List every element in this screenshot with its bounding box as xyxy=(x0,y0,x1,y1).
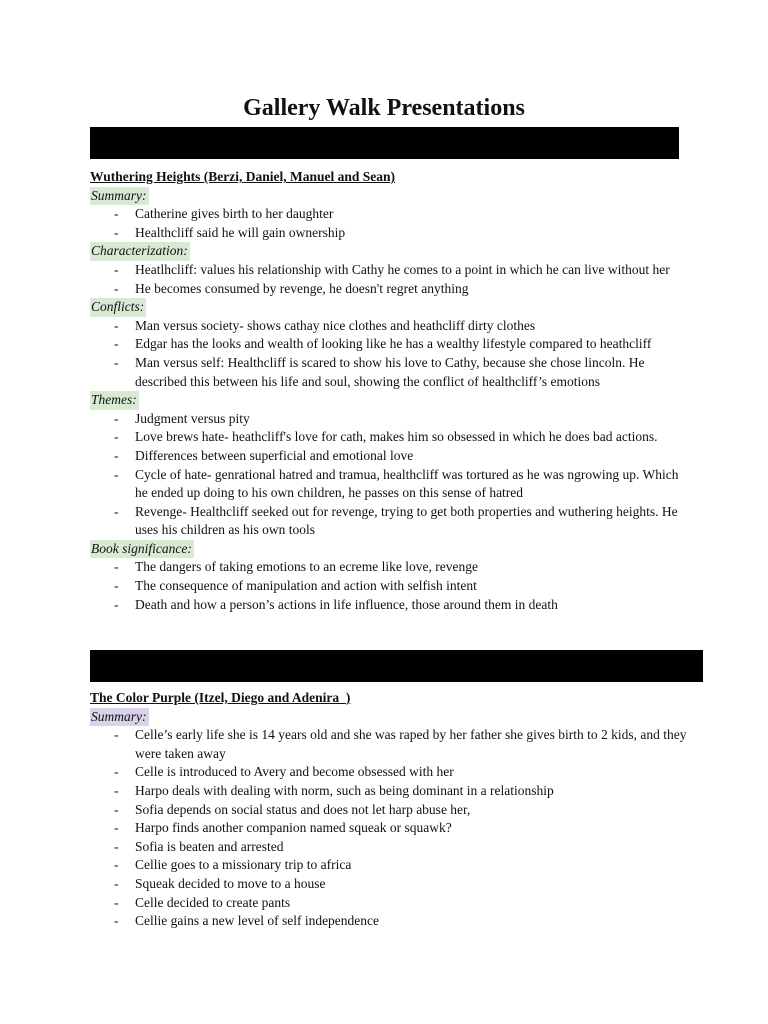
list-item: - Death and how a person’s actions in life influence, those around them in death xyxy=(90,596,690,615)
redaction-bar xyxy=(90,127,679,159)
list-item: - He becomes consumed by revenge, he doesn't regret anything xyxy=(90,280,690,299)
list-item: - Celle is introduced to Avery and become obsessed with her xyxy=(90,763,690,782)
list-item: - Squeak decided to move to a house xyxy=(90,875,690,894)
list-item: - Love brews hate- heathcliff's love for cath, makes him so obsessed in which he does bad actions. xyxy=(90,428,690,447)
list-item: - Celle decided to create pants xyxy=(90,894,690,913)
group-label-book-significance: Book significance: xyxy=(90,540,194,559)
section-color-purple xyxy=(90,689,690,931)
list-item: - Celle’s early life she is 14 years old and she was raped by her father she gives birth to 2 kids, and they were taken away xyxy=(90,726,690,763)
list-item: - Harpo finds another companion named squeak or squawk? xyxy=(90,819,690,838)
group-label-characterization: Characterization: xyxy=(90,242,190,261)
group-label-summary: Summary: xyxy=(90,708,149,727)
section-wuthering-heights xyxy=(90,168,690,614)
redaction-bar xyxy=(90,650,703,682)
list-item: - Cellie gains a new level of self independence xyxy=(90,912,690,931)
list-item: - Heatlhcliff: values his relationship with Cathy he comes to a point in which he can live without her xyxy=(90,261,690,280)
list-item: - Cellie goes to a missionary trip to africa xyxy=(90,856,690,875)
list-item: - Revenge- Healthcliff seeked out for revenge, trying to get both properties and wuthering heights. He uses his children as his own tools xyxy=(90,503,690,540)
list-item: - Cycle of hate- genrational hatred and tramua, healthcliff was tortured as he was ngrowing up. Which he ended up doing to his own children, he passes on this sense of hatred xyxy=(90,466,690,503)
list-item: - Differences between superficial and emotional love xyxy=(90,447,690,466)
list-item: - Edgar has the looks and wealth of looking like he has a wealthy lifestyle compared to heathcliff xyxy=(90,335,690,354)
page-title: Gallery Walk Presentations xyxy=(243,95,525,121)
group-label-conflicts: Conflicts: xyxy=(90,298,146,317)
list-item: - The consequence of manipulation and action with selfish intent xyxy=(90,577,690,596)
list-item: - Healthcliff said he will gain ownership xyxy=(90,224,690,243)
list-item: - The dangers of taking emotions to an ecreme like love, revenge xyxy=(90,558,690,577)
section-heading: The Color Purple (Itzel, Diego and Adenira_) xyxy=(90,690,351,705)
list-item: - Judgment versus pity xyxy=(90,410,690,429)
list-item: - Harpo deals with dealing with norm, such as being dominant in a relationship xyxy=(90,782,690,801)
list-item: - Sofia depends on social status and does not let harp abuse her, xyxy=(90,801,690,820)
list-item: - Catherine gives birth to her daughter xyxy=(90,205,690,224)
list-item: - Man versus self: Healthcliff is scared to show his love to Cathy, because she chose lincoln. He described this between his life and soul, showing the conflict of healthcliff’s emotions xyxy=(90,354,690,391)
list-item: - Sofia is beaten and arrested xyxy=(90,838,690,857)
list-item: - Man versus society- shows cathay nice clothes and heathcliff dirty clothes xyxy=(90,317,690,336)
section-heading: Wuthering Heights (Berzi, Daniel, Manuel and Sean) xyxy=(90,169,396,184)
group-label-themes: Themes: xyxy=(90,391,139,410)
group-label-summary: Summary: xyxy=(90,187,149,206)
